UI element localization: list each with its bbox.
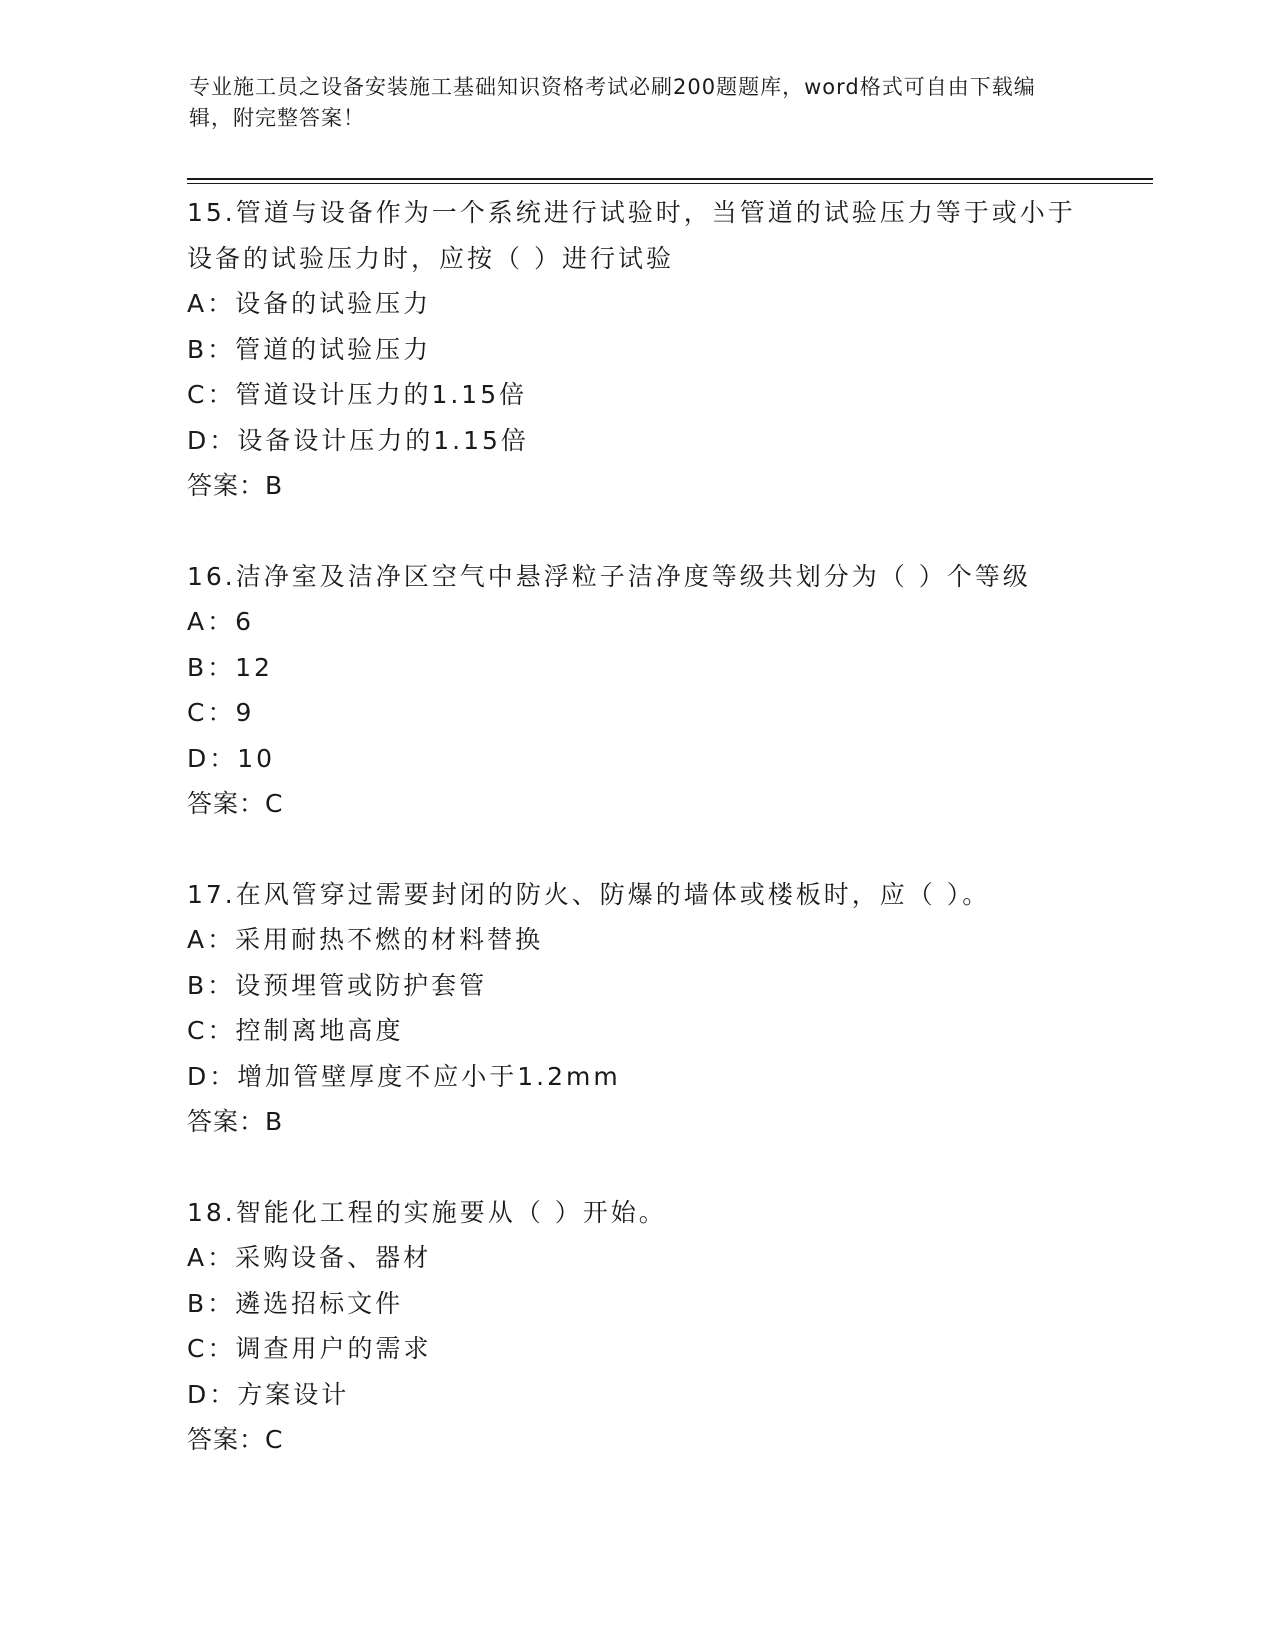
document-header: 专业施工员之设备安装施工基础知识资格考试必刷200题题库，word格式可自由下载编辑，附完整答案！ [189,75,1036,130]
option-c: C：控制离地高度 [187,1016,404,1045]
option-c: C：调查用户的需求 [187,1334,432,1363]
question-17 [187,872,1087,1145]
answer: 答案：C [187,1425,284,1454]
option-b: B：管道的试验压力 [187,334,432,364]
question-stem: 17.在风管穿过需要封闭的防火、防爆的墙体或楼板时，应（ ）。 [187,879,991,909]
option-b: B：遴选招标文件 [187,1288,404,1318]
header-rule-thick [187,178,1153,180]
question-stem: 16.洁净室及洁净区空气中悬浮粒子洁净度等级共划分为（ ）个等级 [187,561,1031,591]
option-d: D：设备设计压力的1.15倍 [187,425,529,455]
option-a: A：6 [187,607,255,636]
option-b: B：12 [187,652,273,682]
option-c: C：管道设计压力的1.15倍 [187,380,528,409]
question-16 [187,554,1087,827]
answer: 答案：C [187,789,284,818]
question-stem: 18.智能化工程的实施要从（ ）开始。 [187,1197,667,1227]
option-c: C：9 [187,698,255,727]
answer: 答案：B [187,1107,284,1136]
answer: 答案：B [187,471,284,500]
option-d: D：增加管壁厚度不应小于1.2mm [187,1061,621,1091]
option-a: A：采用耐热不燃的材料替换 [187,925,544,954]
header-rule-thin [187,183,1153,184]
option-d: D：10 [187,743,276,773]
option-a: A：采购设备、器材 [187,1243,432,1272]
question-stem: 15.管道与设备作为一个系统进行试验时，当管道的试验压力等于或小于设备的试验压力时，应按（ ）进行试验 [187,198,1076,273]
question-15 [187,190,1087,509]
question-18 [187,1190,1087,1463]
option-d: D：方案设计 [187,1379,350,1409]
question-list [187,190,1087,1508]
option-b: B：设预埋管或防护套管 [187,970,488,1000]
option-a: A：设备的试验压力 [187,289,432,318]
